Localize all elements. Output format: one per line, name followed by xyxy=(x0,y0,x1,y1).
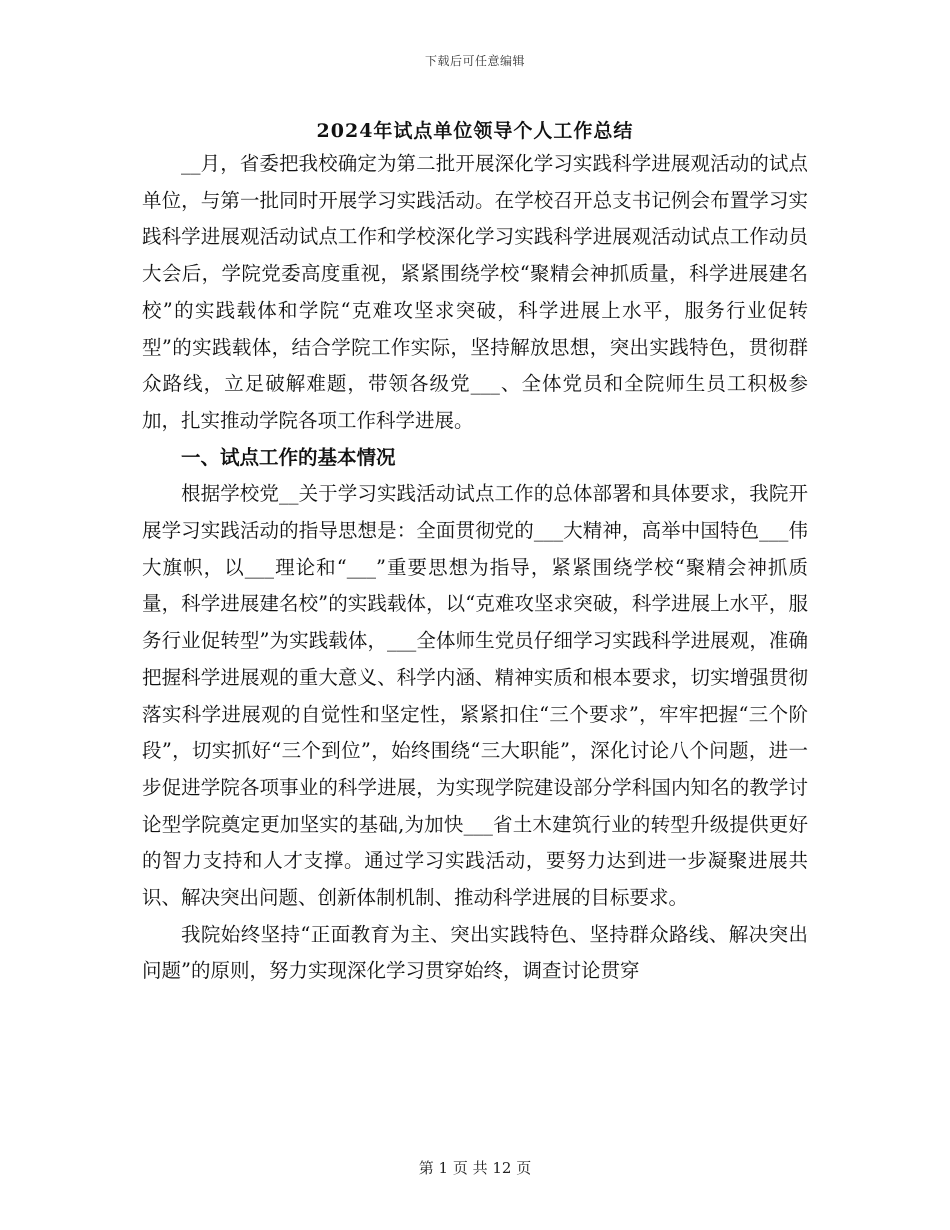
document-body xyxy=(142,146,808,990)
section-heading-basic-situation: 一、试点工作的基本情况 xyxy=(181,445,396,469)
page-header-note: 下载后可任意编辑 xyxy=(424,54,525,68)
document-title: 2024年试点单位领导个人工作总结 xyxy=(316,120,634,142)
section1-paragraph-2: 我院始终坚持“正面教育为主、突出实践特色、坚持群众路线、解决突出问题”的原则，努力实现深化学习贯穿始终，调查讨论贯穿 xyxy=(142,922,808,983)
page-number: 第 1 页 共 12 页 xyxy=(418,1159,532,1177)
section1-paragraph-1: 根据学校党__关于学习实践活动试点工作的总体部署和具体要求，我院开展学习实践活动的指导思想是：全面贯彻党的___大精神，高举中国特色___伟大旗帜，以___理论和“___”重要思想为指导，紧紧围绕学校“聚精会神抓质量，科学进展建名校”的实践载体，以“克难攻坚求突破，科学进展上水平，服务行业促转型”为实践载体，___全体师生党员仔细学习实践科学进展观，准确把握科学进展观的重大意义、科学内涵、精神实质和根本要求，切实增强贯彻落实科学进展观的自觉性和坚定性，紧紧扣住“三个要求”，牢牢把握“三个阶段”，切实抓好“三个到位”，始终围绕“三大职能”，深化讨论八个问题，进一步促进学院各项事业的科学进展，为实现学院建设部分学科国内知名的教学讨论型学院奠定更加坚实的基础,为加快___省土木建筑行业的转型升级提供更好的智力支持和人才支撑。通过学习实践活动，要努力达到进一步凝聚进展共识、解决突出问题、创新体制机制、推动科学进展的目标要求。 xyxy=(142,482,808,910)
intro-paragraph: __月，省委把我校确定为第二批开展深化学习实践科学进展观活动的试点单位，与第一批同时开展学习实践活动。在学校召开总支书记例会布置学习实践科学进展观活动试点工作和学校深化学习实践科学进展观活动试点工作动员大会后，学院党委高度重视，紧紧围绕学校“聚精会神抓质量，科学进展建名校”的实践载体和学院“克难攻坚求突破，科学进展上水平，服务行业促转型”的实践载体，结合学院工作实际，坚持解放思想，突出实践特色，贯彻群众路线，立足破解难题，带领各级党___、全体党员和全院师生员工积极参加，扎实推动学院各项工作科学进展。 xyxy=(142,152,808,432)
